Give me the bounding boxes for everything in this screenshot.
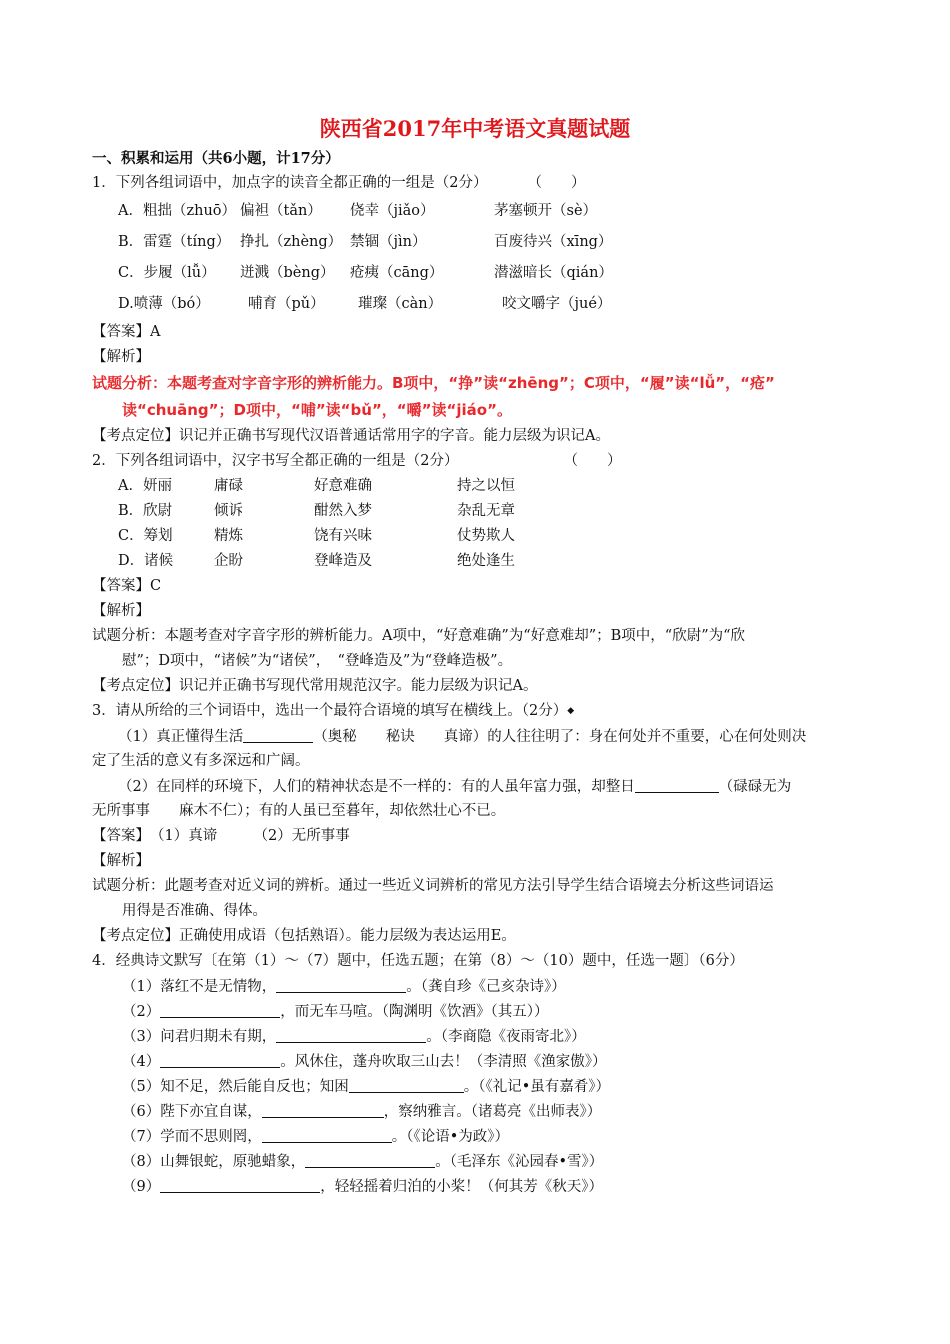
- question-1-answer: 【答案】A: [92, 324, 161, 340]
- question-1-option-row: [92, 196, 882, 227]
- option-term: B．雷霆（tíng）: [118, 234, 231, 250]
- answer-blank[interactable]: [349, 1074, 464, 1093]
- line-suffix: 。（《礼记•虽有嘉肴》）: [463, 1079, 611, 1095]
- line-prefix: （2）: [122, 1004, 161, 1020]
- question-3-stem: 3．请从所给的三个词语中，选出一个最符合语境的填写在横线上。（2分）◆: [92, 703, 575, 719]
- question-3-point: 【考点定位】正确使用成语（包括熟语）。能力层级为表达运用E。: [92, 928, 516, 944]
- line-suffix: 。（龚自珍《己亥杂诗》）: [406, 979, 566, 995]
- question-4-line: [92, 1124, 882, 1149]
- question-3-sentence-1-cont: 定了生活的意义有多深远和广阔。: [92, 753, 310, 769]
- line-prefix: （1）落红不是无情物，: [122, 979, 277, 995]
- question-1-stem: 1．下列各组词语中，加点字的读音全都正确的一组是（2分） （ ）: [92, 175, 586, 191]
- question-4-line: [92, 974, 882, 999]
- question-3-analysis-line-2: 用得是否准确、得体。: [122, 903, 267, 919]
- question-2-analysis-line-2: 慰”；D项中，“诸候”为“诸侯”， “登峰造及”为“登峰造极”。: [122, 653, 513, 669]
- line-prefix: （9）: [122, 1179, 161, 1195]
- question-3-sentence-1: （1）真正懂得生活 （奥秘 秘诀 真谛）的人往往明了：身在何处并不重要，心在何处则决: [92, 724, 882, 749]
- line-prefix: （5）知不足，然后能自反也；知困: [122, 1079, 349, 1095]
- question-1-option-row: [92, 289, 882, 320]
- answer-blank[interactable]: [262, 1124, 392, 1143]
- question-4-stem: 4．经典诗文默写〔在第（1）～（7）题中，任选五题；在第（8）～（10）题中，任选一题〕（6分）: [92, 953, 744, 969]
- option-term: 杂乱无章: [457, 503, 515, 519]
- question-2-option-row: [92, 499, 882, 524]
- question-4-line: [92, 1149, 882, 1174]
- question-2-analysis-label: 【解析】: [92, 603, 150, 619]
- question-3-analysis-label: 【解析】: [92, 853, 150, 869]
- line-prefix: （4）: [122, 1054, 161, 1070]
- answer-blank[interactable]: [243, 724, 313, 743]
- question-1-analysis-line-2: 读“chuāng”；D项中，“哺”读“bǔ”，“嚼”读“jiáo”。: [122, 401, 512, 419]
- option-term: 登峰造及: [314, 553, 372, 569]
- option-term: 哺育（pǔ）: [248, 296, 325, 312]
- option-term: 潜滋暗长（qián）: [494, 265, 613, 281]
- option-term: 咬文嚼字（jué）: [502, 296, 612, 312]
- option-term: 企盼: [214, 553, 243, 569]
- line-suffix: ，轻轻摇着归泊的小桨！（何其芳《秋天》）: [320, 1179, 603, 1195]
- answer-blank[interactable]: [262, 1099, 384, 1118]
- option-term: 疮痍（cāng）: [350, 265, 444, 281]
- question-2-stem: 2．下列各组词语中，汉字书写全都正确的一组是（2分） （ ）: [92, 453, 622, 469]
- option-term: 庸碌: [214, 478, 243, 494]
- question-4-line: [92, 1174, 882, 1199]
- question-2-option-row: [92, 549, 882, 574]
- question-4-line: [92, 1099, 882, 1124]
- option-term: 好意难确: [314, 478, 372, 494]
- option-term: 百废待兴（xīng）: [494, 234, 613, 250]
- option-term: 饶有兴味: [314, 528, 372, 544]
- option-term: 挣扎（zhèng）: [240, 234, 343, 250]
- line-suffix: 。风休住，蓬舟吹取三山去！（李清照《渔家傲》）: [280, 1054, 607, 1070]
- question-4-lines: [92, 974, 882, 1199]
- option-term: A．妍丽: [118, 478, 172, 494]
- answer-blank[interactable]: [276, 1024, 426, 1043]
- option-term: 迸溅（bèng）: [240, 265, 335, 281]
- question-1-options: [92, 196, 882, 320]
- question-3-answer: 【答案】 （1）真谛 （2）无所事事: [92, 828, 350, 844]
- answer-blank[interactable]: [305, 1149, 435, 1168]
- question-4-line: [92, 1074, 882, 1099]
- section-heading: 一、积累和运用（共6小题，计17分）: [92, 150, 340, 167]
- question-2-answer: 【答案】C: [92, 578, 162, 594]
- option-term: 酣然入梦: [314, 503, 372, 519]
- answer-blank[interactable]: [160, 1174, 320, 1193]
- option-term: 璀璨（càn）: [358, 296, 443, 312]
- answer-blank[interactable]: [160, 1049, 280, 1068]
- question-2-options: [92, 474, 882, 574]
- line-prefix: （3）问君归期未有期，: [122, 1029, 277, 1045]
- question-1-analysis-line-1: 试题分析：本题考查对字音字形的辨析能力。B项中，“挣”读“zhēng”；C项中，“履”读“lǚ”，“疮”: [92, 374, 775, 392]
- option-term: D．诸候: [118, 553, 174, 569]
- line-suffix: ，察纳雅言。（诸葛亮《出师表》）: [383, 1104, 602, 1120]
- option-term: 精炼: [214, 528, 243, 544]
- answer-blank[interactable]: [276, 974, 406, 993]
- option-term: C．步履（lǚ）: [118, 265, 216, 281]
- question-4-line: [92, 1049, 882, 1074]
- option-term: A．粗拙（zhuō）: [118, 203, 237, 219]
- question-2-point: 【考点定位】识记并正确书写现代常用规范汉字。能力层级为识记A。: [92, 678, 538, 694]
- option-term: 仗势欺人: [457, 528, 515, 544]
- exam-content: [92, 146, 882, 1199]
- option-term: 茅塞顿开（sè）: [494, 203, 598, 219]
- line-prefix: （6）陛下亦宜自谋，: [122, 1104, 262, 1120]
- option-term: C．筹划: [118, 528, 173, 544]
- line-suffix: 。（李商隐《夜雨寄北》）: [426, 1029, 586, 1045]
- option-term: 侥幸（jiǎo）: [350, 203, 435, 219]
- question-3-sentence-2: （2）在同样的环境下，人们的精神状态是不一样的：有的人虽年富力强，却整日 （碌碌无为: [92, 774, 882, 799]
- answer-blank[interactable]: [160, 999, 280, 1018]
- question-2-option-row: [92, 524, 882, 549]
- option-term: 禁锢（jìn）: [350, 234, 427, 250]
- option-term: 偏袒（tǎn）: [240, 203, 322, 219]
- page-title: 陕西省2017年中考语文真题试题: [319, 116, 631, 141]
- question-2-option-row: [92, 474, 882, 499]
- question-1-analysis-label: 【解析】: [92, 349, 150, 365]
- option-term: B．欣尉: [118, 503, 173, 519]
- question-1-option-row: [92, 258, 882, 289]
- line-prefix: （8）山舞银蛇，原驰蜡象，: [122, 1154, 306, 1170]
- line-suffix: 。（《论语•为政》）: [391, 1129, 510, 1145]
- answer-blank[interactable]: [635, 774, 719, 793]
- question-1-point: 【考点定位】识记并正确书写现代汉语普通话常用字的字音。能力层级为识记A。: [92, 428, 610, 444]
- option-term: 持之以恒: [457, 478, 515, 494]
- option-term: D.喷薄（bó）: [118, 296, 210, 312]
- question-3-analysis-line-1: 试题分析：此题考查对近义词的辨析。通过一些近义词辨析的常见方法引导学生结合语境去分析这些词语运: [92, 878, 774, 894]
- question-2-analysis-line-1: 试题分析：本题考查对字音字形的辨析能力。A项中，“好意难确”为“好意难却”；B项中，“欣尉”为“欣: [92, 628, 746, 644]
- line-prefix: （7）学而不思则罔，: [122, 1129, 262, 1145]
- question-4-line: [92, 999, 882, 1024]
- line-suffix: 。（毛泽东《沁园春•雪》）: [435, 1154, 604, 1170]
- question-4-line: [92, 1024, 882, 1049]
- option-term: 绝处逢生: [457, 553, 515, 569]
- option-term: 倾诉: [214, 503, 243, 519]
- question-1-option-row: [92, 227, 882, 258]
- question-3-sentence-2-cont: 无所事事 麻木不仁）；有的人虽已至暮年，却依然壮心不已。: [92, 803, 506, 819]
- line-suffix: ，而无车马喧。（陶渊明《饮酒》（其五））: [280, 1004, 549, 1020]
